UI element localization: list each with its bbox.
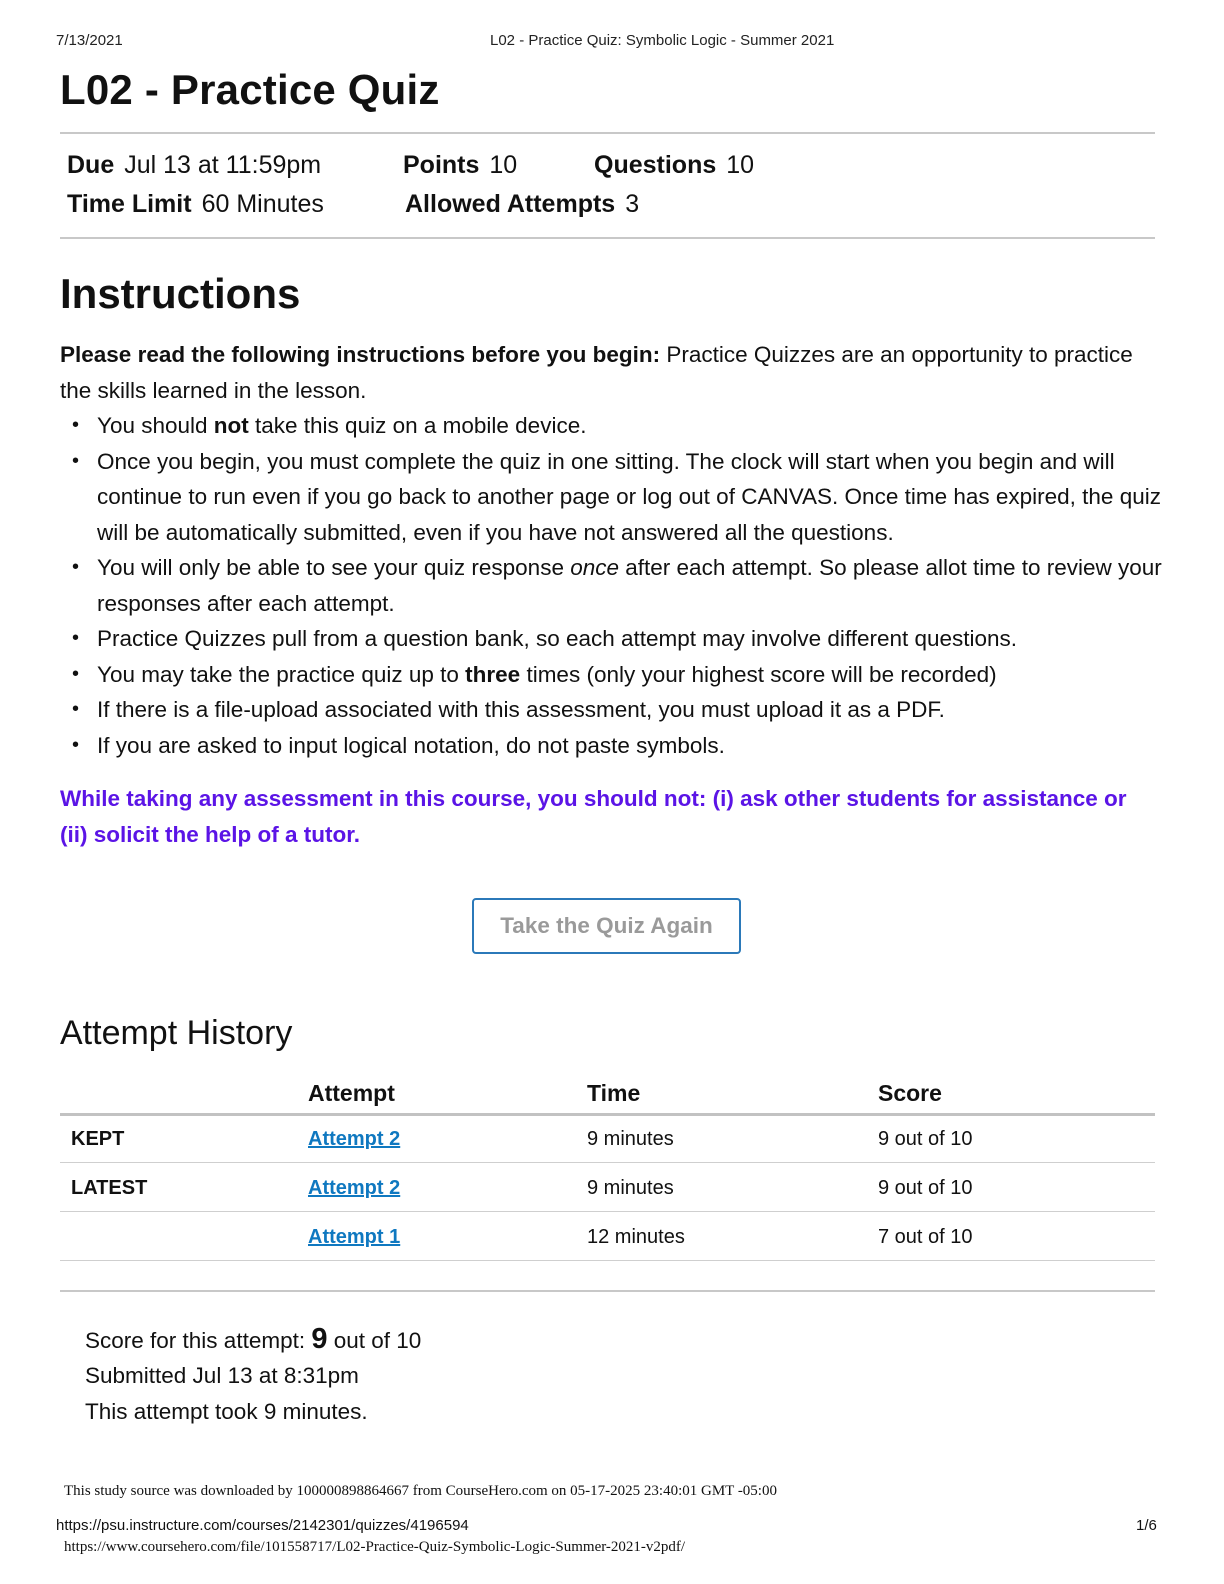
bullet-text: take this quiz on a mobile device. xyxy=(248,413,587,438)
score-cell: 7 out of 10 xyxy=(878,1226,973,1248)
attempt-link[interactable]: Attempt 2 xyxy=(308,1128,401,1150)
table-header-divider xyxy=(60,1113,1155,1116)
attempts-label: Allowed Attempts xyxy=(405,190,616,218)
source-notice: This study source was downloaded by 100000898864667 from CourseHero.com on 05-17-2025 23:40:01 GMT -05:00 xyxy=(64,1483,777,1499)
score-label: Score for this attempt: xyxy=(85,1328,312,1353)
list-item xyxy=(97,550,1187,621)
bullet-text: You may take the practice quiz up to xyxy=(97,661,466,687)
instructions-lead xyxy=(60,337,1160,409)
bullet-text: You should xyxy=(97,413,214,438)
questions-value: 10 xyxy=(726,151,755,179)
list-item xyxy=(97,657,1187,693)
time-limit xyxy=(67,190,324,219)
coursehero-url: https://www.coursehero.com/file/101558717/L02-Practice-Quiz-Symbolic-Logic-Summer-2021-v2pdf/ xyxy=(64,1539,686,1555)
due-value: Jul 13 at 11:59pm xyxy=(124,151,322,179)
questions-label: Questions xyxy=(594,151,717,179)
attempt-link[interactable]: Attempt 2 xyxy=(308,1177,401,1199)
bullet-emphasis: not xyxy=(213,413,249,438)
row-divider xyxy=(60,1162,1155,1163)
list-item xyxy=(97,408,1187,444)
divider-top xyxy=(60,132,1155,134)
score-total: out of 10 xyxy=(327,1328,422,1353)
due-date xyxy=(67,151,321,180)
print-date: 7/13/2021 xyxy=(56,32,123,49)
time-limit-value: 60 Minutes xyxy=(201,190,324,218)
bullet-text: times (only your highest score will be recorded) xyxy=(520,661,997,687)
divider-summary xyxy=(60,1290,1155,1292)
list-item: • Once you begin, you must complete the quiz in one sitting. The clock will start when you begin and will continue to run even if you go back to another page or log out of CANVAS. Once time has expired, the quiz will be automatically submitted, even if you have not answered all the questions. xyxy=(97,444,1187,551)
print-page-title: L02 - Practice Quiz: Symbolic Logic - Summer 2021 xyxy=(490,32,835,49)
attempt-duration: This attempt took 9 minutes. xyxy=(85,1399,368,1424)
allowed-attempts xyxy=(405,190,639,219)
row-divider xyxy=(60,1260,1155,1261)
column-header-attempt: Attempt xyxy=(308,1080,395,1106)
attempt-cell xyxy=(308,1128,400,1151)
attempt-cell xyxy=(308,1177,400,1200)
list-item: • Practice Quizzes pull from a question bank, so each attempt may involve different questions. xyxy=(97,621,1187,657)
bullet-text: You will only be able to see your quiz response xyxy=(97,555,571,580)
list-item: • If you are asked to input logical notation, do not paste symbols. xyxy=(97,728,1187,764)
column-header-score: Score xyxy=(878,1080,942,1106)
points xyxy=(403,151,517,180)
page-url: https://psu.instructure.com/courses/2142301/quizzes/4196594 xyxy=(56,1517,469,1534)
attempt-link[interactable]: Attempt 1 xyxy=(308,1226,401,1248)
submitted-time: Submitted Jul 13 at 8:31pm xyxy=(85,1363,359,1388)
attempt-score xyxy=(85,1323,421,1356)
bullet-text: after each attempt. So please allot time to review your responses after each attempt. xyxy=(97,555,1162,616)
bullet-emphasis: three xyxy=(465,661,521,687)
row-label: KEPT xyxy=(71,1128,125,1150)
row-label: LATEST xyxy=(71,1177,148,1199)
time-cell: 9 minutes xyxy=(587,1177,674,1199)
quiz-title: L02 - Practice Quiz xyxy=(60,66,440,113)
take-quiz-again-button[interactable]: Take the Quiz Again xyxy=(472,898,741,954)
questions-count xyxy=(594,151,754,180)
attempt-cell xyxy=(308,1226,400,1249)
instructions-heading: Instructions xyxy=(60,270,301,317)
instructions-lead-bold: Please read the following instructions before you begin: xyxy=(60,342,661,367)
instructions-lead-text: Practice Quizzes are an opportunity to practice the skills learned in the lesson. xyxy=(60,342,1133,403)
divider-details xyxy=(60,237,1155,239)
score-cell: 9 out of 10 xyxy=(878,1177,973,1199)
points-value: 10 xyxy=(489,151,518,179)
row-divider xyxy=(60,1211,1155,1212)
score-cell: 9 out of 10 xyxy=(878,1128,973,1150)
instructions-list xyxy=(60,408,1187,763)
time-cell: 9 minutes xyxy=(587,1128,674,1150)
attempt-history-heading: Attempt History xyxy=(60,1014,293,1052)
time-limit-label: Time Limit xyxy=(67,190,192,218)
column-header-time: Time xyxy=(587,1080,641,1106)
bullet-emphasis: once xyxy=(570,555,620,580)
score-value: 9 xyxy=(311,1323,328,1355)
time-cell: 12 minutes xyxy=(587,1226,685,1248)
integrity-warning: While taking any assessment in this course, you should not: (i) ask other students for assistance or (ii) solicit the help of a tutor. xyxy=(60,786,1127,847)
due-label: Due xyxy=(67,151,115,179)
page-number: 1/6 xyxy=(1136,1517,1157,1534)
points-label: Points xyxy=(403,151,480,179)
list-item: • If there is a file-upload associated with this assessment, you must upload it as a PDF. xyxy=(97,692,1187,728)
attempts-value: 3 xyxy=(625,190,640,218)
